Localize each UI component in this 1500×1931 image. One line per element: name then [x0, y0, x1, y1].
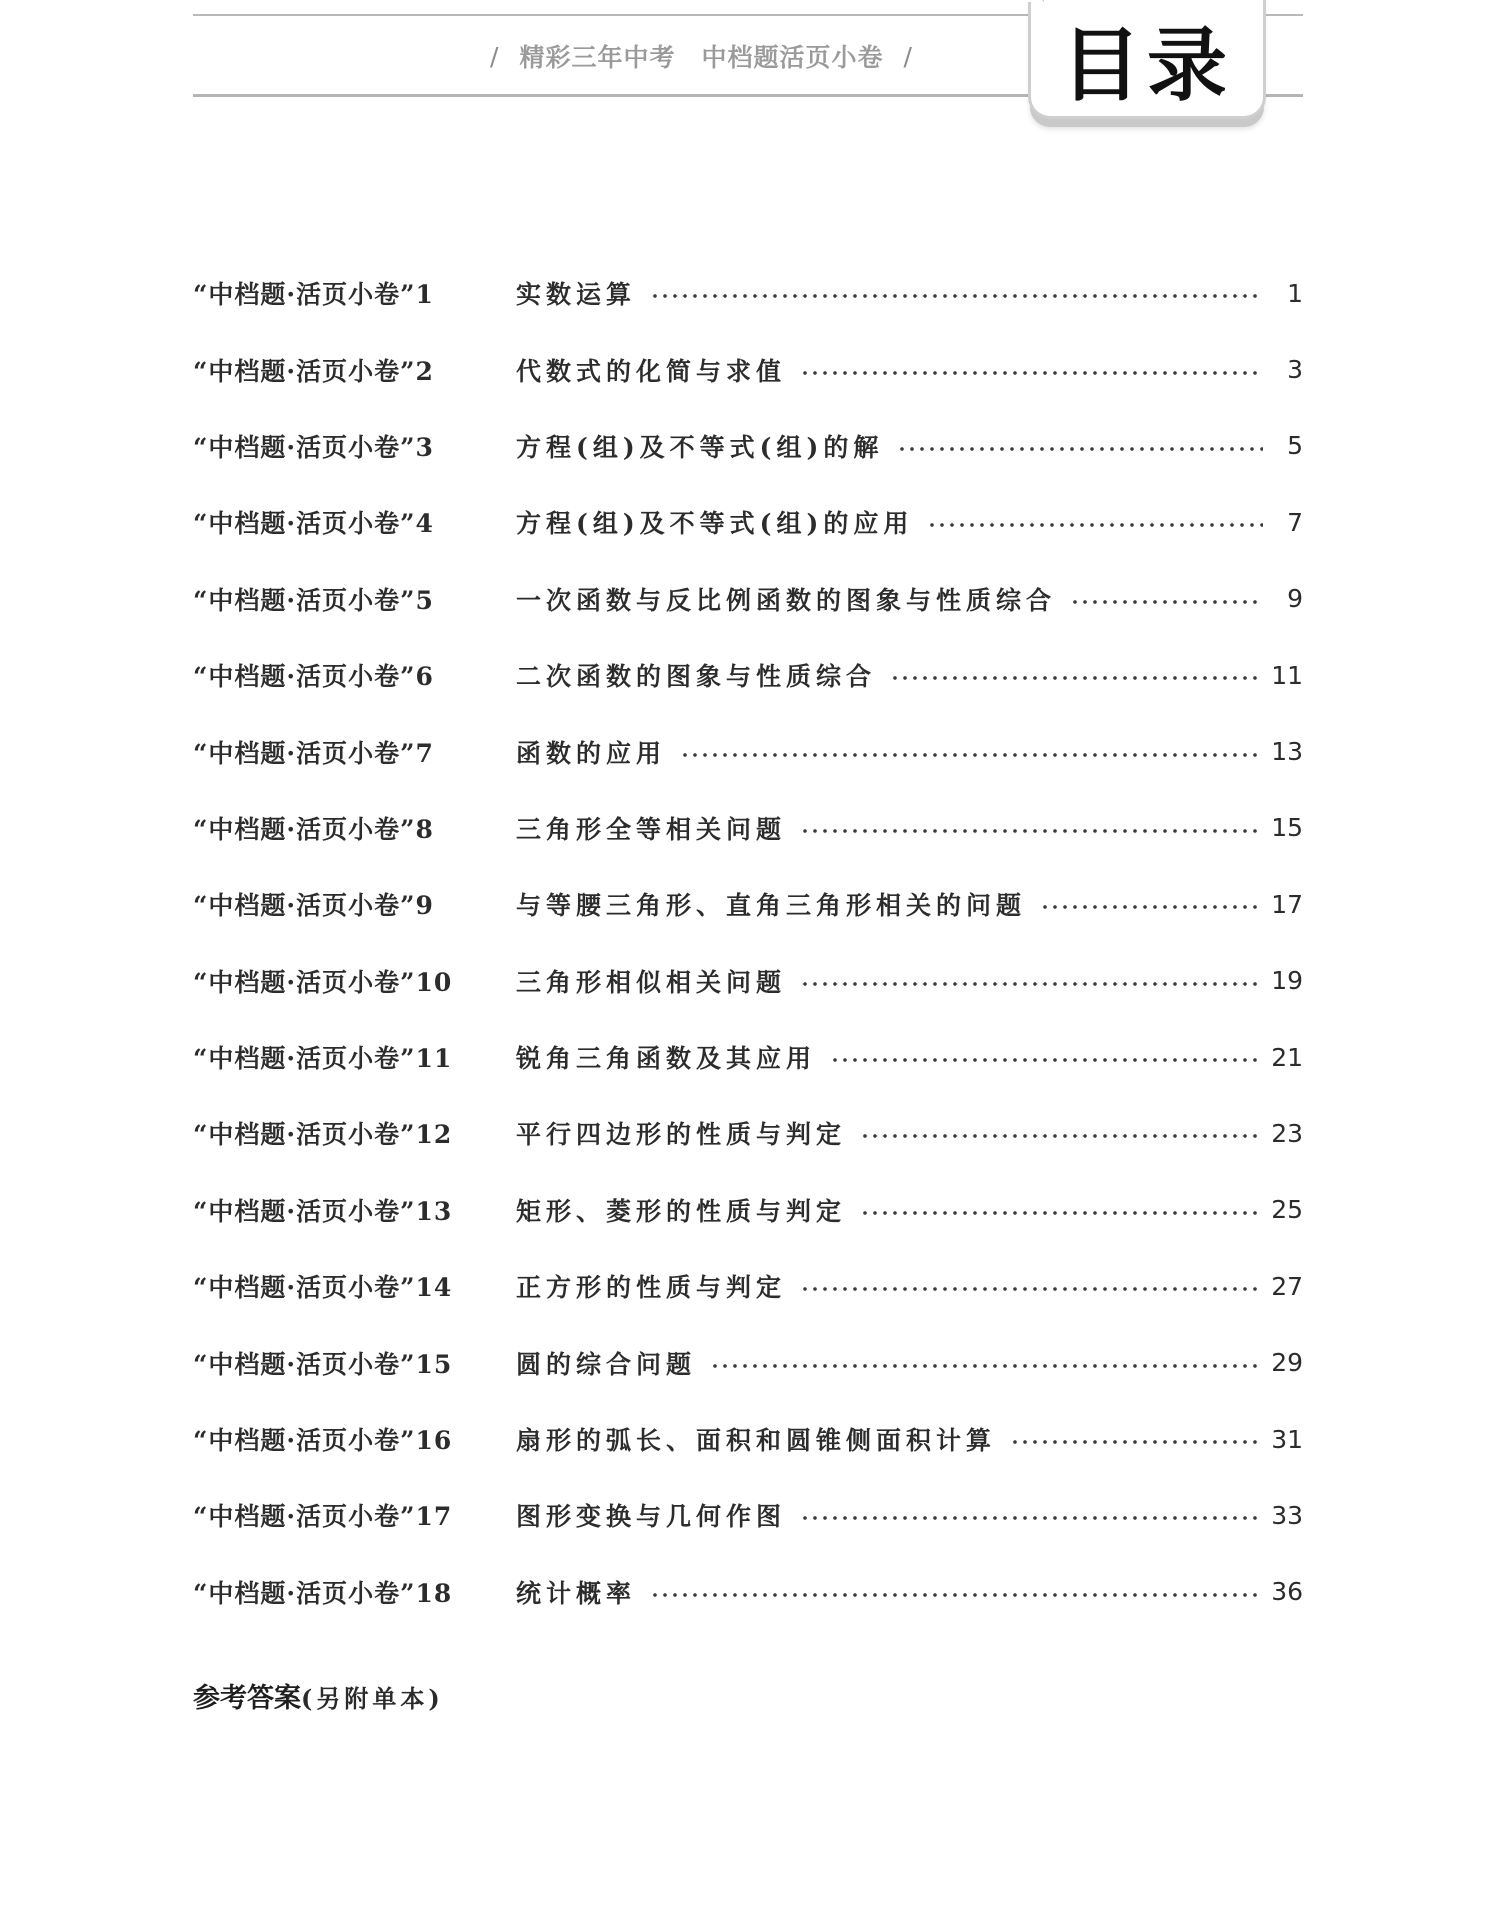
toc-list — [193, 255, 1303, 1630]
toc-entry-series: “中档题·活页小卷”14 — [193, 1273, 453, 1303]
series-subtitle: 中档题活页小卷 — [701, 43, 884, 72]
toc-entry-page: 21 — [1271, 1042, 1303, 1072]
toc-entry-leader — [860, 1134, 1259, 1138]
toc-entry-page: 23 — [1271, 1118, 1303, 1148]
toc-entry-15[interactable] — [193, 1324, 1303, 1400]
toc-entry-page: 33 — [1271, 1500, 1303, 1530]
answers-label: 参考答案 — [193, 1683, 301, 1714]
toc-entry-11[interactable] — [193, 1019, 1303, 1095]
toc-entry-topic: 一次函数与反比例函数的图象与性质综合 — [516, 585, 1057, 615]
toc-entry-topic: 与等腰三角形、直角三角形相关的问题 — [516, 891, 1027, 921]
toc-entry-18[interactable] — [193, 1554, 1303, 1630]
toc-entry-series: “中档题·活页小卷”7 — [193, 738, 434, 768]
toc-entry-1[interactable] — [193, 255, 1303, 331]
toc-entry-topic: 方程(组)及不等式(组)的解 — [516, 432, 884, 462]
toc-entry-leader — [710, 1364, 1259, 1368]
toc-entry-leader — [1010, 1440, 1259, 1444]
toc-entry-topic: 圆的综合问题 — [516, 1349, 697, 1379]
toc-entry-page: 25 — [1271, 1195, 1303, 1225]
toc-entry-topic: 图形变换与几何作图 — [516, 1502, 787, 1532]
toc-entry-series: “中档题·活页小卷”12 — [193, 1120, 453, 1150]
toc-entry-series: “中档题·活页小卷”5 — [193, 585, 434, 615]
toc-entry-series: “中档题·活页小卷”18 — [193, 1578, 453, 1608]
toc-entry-leader — [890, 676, 1259, 680]
toc-entry-17[interactable] — [193, 1477, 1303, 1553]
toc-entry-page: 1 — [1287, 278, 1303, 308]
toc-entry-series: “中档题·活页小卷”17 — [193, 1502, 453, 1532]
toc-entry-leader — [897, 447, 1263, 451]
toc-entry-16[interactable] — [193, 1401, 1303, 1477]
answers-note — [193, 1676, 444, 1715]
toc-entry-leader — [650, 1593, 1259, 1597]
toc-entry-topic: 平行四边形的性质与判定 — [516, 1120, 847, 1150]
toc-entry-series: “中档题·活页小卷”6 — [193, 662, 434, 692]
toc-entry-series: “中档题·活页小卷”10 — [193, 967, 453, 997]
header-series — [470, 36, 933, 76]
toc-entry-5[interactable] — [193, 561, 1303, 637]
toc-entry-7[interactable] — [193, 713, 1303, 789]
toc-entry-leader — [800, 982, 1259, 986]
toc-entry-topic: 锐角三角函数及其应用 — [516, 1044, 817, 1074]
toc-entry-leader — [1040, 905, 1259, 909]
toc-entry-page: 29 — [1271, 1348, 1303, 1378]
toc-entry-page: 11 — [1271, 660, 1303, 690]
toc-entry-series: “中档题·活页小卷”8 — [193, 814, 434, 844]
toc-entry-topic: 扇形的弧长、面积和圆锥侧面积计算 — [516, 1426, 997, 1456]
answers-sub-note: (另附单本) — [301, 1684, 444, 1713]
toc-entry-leader — [830, 1058, 1259, 1062]
toc-entry-page: 36 — [1271, 1577, 1303, 1607]
toc-entry-8[interactable] — [193, 790, 1303, 866]
toc-entry-page: 19 — [1271, 966, 1303, 996]
toc-entry-leader — [650, 294, 1263, 298]
toc-entry-leader — [800, 371, 1263, 375]
toc-entry-13[interactable] — [193, 1172, 1303, 1248]
toc-entry-topic: 方程(组)及不等式(组)的应用 — [516, 509, 914, 539]
toc-entry-topic: 实数运算 — [516, 280, 637, 310]
toc-entry-14[interactable] — [193, 1248, 1303, 1324]
title-tab — [1028, 0, 1266, 119]
toc-entry-leader — [800, 829, 1259, 833]
toc-entry-page: 9 — [1287, 584, 1303, 614]
toc-entry-series: “中档题·活页小卷”3 — [193, 432, 434, 462]
toc-entry-series: “中档题·活页小卷”4 — [193, 509, 434, 539]
series-name: 精彩三年中考 — [519, 43, 676, 72]
toc-entry-leader — [860, 1211, 1259, 1215]
toc-entry-page: 3 — [1287, 355, 1303, 385]
toc-entry-page: 5 — [1287, 431, 1303, 461]
toc-entry-page: 15 — [1271, 813, 1303, 843]
toc-entry-leader — [680, 753, 1259, 757]
toc-entry-page: 13 — [1271, 737, 1303, 767]
toc-entry-series: “中档题·活页小卷”16 — [193, 1426, 453, 1456]
toc-entry-3[interactable] — [193, 408, 1303, 484]
tab-fold — [1028, 0, 1044, 2]
toc-entry-series: “中档题·活页小卷”11 — [193, 1044, 453, 1074]
toc-entry-2[interactable] — [193, 331, 1303, 407]
toc-entry-leader — [800, 1287, 1259, 1291]
toc-entry-page: 17 — [1271, 889, 1303, 919]
toc-entry-leader — [800, 1516, 1259, 1520]
toc-entry-topic: 代数式的化简与求值 — [516, 356, 787, 386]
toc-entry-4[interactable] — [193, 484, 1303, 560]
toc-entry-9[interactable] — [193, 866, 1303, 942]
toc-entry-topic: 统计概率 — [516, 1578, 637, 1608]
toc-entry-series: “中档题·活页小卷”1 — [193, 280, 434, 310]
toc-entry-topic: 三角形相似相关问题 — [516, 967, 787, 997]
toc-entry-series: “中档题·活页小卷”2 — [193, 356, 434, 386]
toc-entry-12[interactable] — [193, 1095, 1303, 1171]
toc-entry-topic: 矩形、菱形的性质与判定 — [516, 1196, 847, 1226]
page-title: 目录 — [1061, 18, 1233, 112]
toc-entry-page: 31 — [1271, 1424, 1303, 1454]
toc-entry-topic: 函数的应用 — [516, 738, 667, 768]
toc-entry-series: “中档题·活页小卷”9 — [193, 891, 434, 921]
header-slash-left: / — [490, 41, 500, 71]
toc-entry-page: 7 — [1287, 507, 1303, 537]
toc-entry-leader — [927, 523, 1263, 527]
toc-entry-6[interactable] — [193, 637, 1303, 713]
toc-entry-series: “中档题·活页小卷”15 — [193, 1349, 453, 1379]
toc-entry-page: 27 — [1271, 1271, 1303, 1301]
toc-entry-10[interactable] — [193, 943, 1303, 1019]
toc-entry-topic: 三角形全等相关问题 — [516, 814, 787, 844]
toc-entry-series: “中档题·活页小卷”13 — [193, 1196, 453, 1226]
toc-entry-topic: 二次函数的图象与性质综合 — [516, 662, 877, 692]
toc-entry-topic: 正方形的性质与判定 — [516, 1273, 787, 1303]
header-slash-right: / — [903, 41, 913, 71]
toc-entry-leader — [1070, 600, 1263, 604]
